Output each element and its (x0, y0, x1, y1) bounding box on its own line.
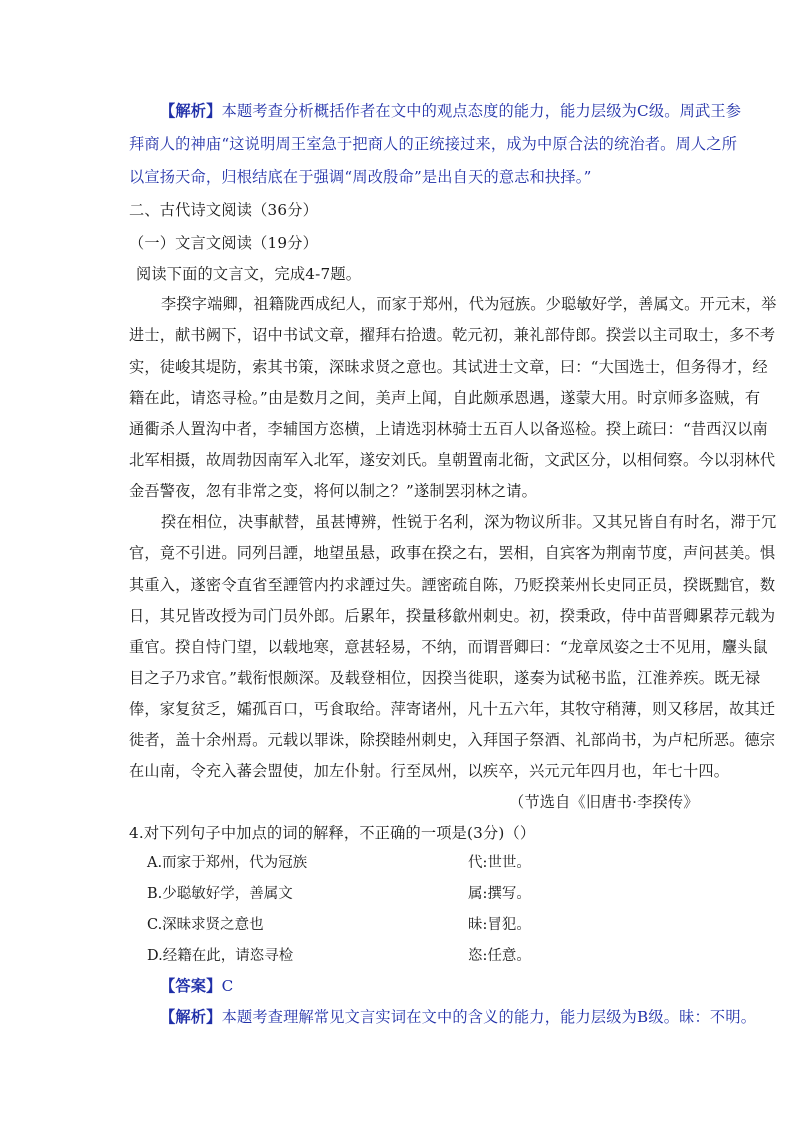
passage-line: 其重入，遂密令直省至諲管内扚求諲过失。諲密疏自陈，乃贬揆莱州长史同正员，揆既黜官，数 (129, 576, 776, 594)
subsection-title: （一）文言文阅读（19分） (129, 234, 318, 252)
option-b-gloss: 属:撰写。 (468, 886, 531, 902)
passage-line: 进士，献书阙下，诏中书试文章，擢拜右拾遗。乾元初，兼礼部侍郎。揆尝以主司取士，多不考 (129, 326, 776, 344)
analysis-text: 本题考查理解常见文言实词在文中的含义的能力，能力层级为B级。昧：不明。 (221, 1008, 757, 1026)
analysis-tag: 【解析】 (160, 102, 222, 120)
passage-source: （节选自《旧唐书·李揆传》 (509, 793, 699, 811)
question-stem: 4.对下列句子中加点的词的解释，不正确的一项是(3分)（） (129, 824, 536, 842)
option-d-gloss: 恣:任意。 (468, 948, 531, 964)
analysis-line-1 (160, 101, 741, 121)
option-d-sentence: D.经籍在此，请恣寻检 (147, 948, 294, 964)
option-a-sentence: A.而家于郑州，代为冠族 (147, 855, 308, 871)
analysis-line-2: 拜商人的神庙“这说明周王室急于把商人的正统接过来，成为中原合法的统治者。周人之所 (129, 135, 738, 153)
passage-line: 目之子乃求官。”载衔恨颇深。及载登相位，因揆当徙职，遂奏为试秘书监，江淮养疾。既无禄 (129, 669, 761, 687)
passage-line: 通衢杀人置沟中者，李辅国方恣横，上请选羽林骑士五百人以备巡检。揆上疏曰：“昔西汉以南 (129, 420, 768, 438)
option-a-gloss: 代:世世。 (468, 855, 531, 871)
passage-line: 俸，家复贫乏，孀孤百口，丐食取给。萍寄诸州，凡十五六年，其牧守稍薄，则又移居，故其迁 (129, 700, 776, 718)
answer-line (160, 976, 233, 996)
instruction: 阅读下面的文言文，完成4-7题。 (136, 265, 362, 283)
passage-line: 日，其兄皆改授为司门员外郎。后累年，揆量移歙州刺史。初，揆秉政，侍中苗晋卿累荐元载为 (129, 607, 776, 625)
passage-line: 实，徒峻其堤防，索其书策，深昧求贤之意也。其试进士文章，曰：“大国选士，但务得才，经 (129, 358, 768, 376)
passage-line: 揆在相位，决事献替，虽甚博辨，性锐于名利，深为物议所非。又其兄皆自有时名，滞于冗 (161, 513, 777, 531)
passage-line: 在山南，令充入蕃会盟使，加左仆射。行至凤州，以疾卒，兴元元年四月也，年七十四。 (129, 762, 730, 780)
passage-line: 李揆字端卿，祖籍陇西成纪人，而家于郑州，代为冠族。少聪敏好学，善属文。开元末，举 (161, 295, 777, 313)
analysis-2-line (160, 1007, 756, 1027)
passage-line: 徙者，盖十余州焉。元载以罪诛，除揆睦州刺史，入拜国子祭酒、礼部尚书，为卢杞所恶。德宗 (129, 731, 776, 749)
analysis-text: 本题考查分析概括作者在文中的观点态度的能力，能力层级为C级。周武王参 (221, 102, 742, 120)
option-b-sentence: B.少聪敏好学，善属文 (147, 886, 293, 902)
option-c-sentence: C.深昧求贤之意也 (147, 917, 264, 933)
passage-line: 籍在此，请恣寻检。”由是数月之间，美声上闻，自此颇承恩遇，遂蒙大用。时京师多盗贼，有 (129, 389, 761, 407)
section-title: 二、古代诗文阅读（36分） (129, 201, 318, 219)
passage-line: 重官。揆自恃门望，以载地寒，意甚轻易，不纳，而谓晋卿曰：“龙章凤姿之士不见用，麞头鼠 (129, 638, 768, 656)
answer-value: C (221, 977, 234, 995)
answer-tag: 【答案】 (160, 977, 222, 995)
option-c-gloss: 昧:冒犯。 (468, 917, 531, 933)
analysis-tag: 【解析】 (160, 1008, 222, 1026)
analysis-line-3: 以宣扬天命，归根结底在于强调“周改殷命”是出自天的意志和抉择。” (129, 168, 592, 186)
passage-line: 金吾警夜，忽有非常之变，将何以制之？”遂制罢羽林之请。 (129, 482, 538, 500)
passage-line: 官，竟不引进。同列吕諲，地望虽悬，政事在揆之右，罢相，自宾客为荆南节度，声问甚美。惧 (129, 544, 776, 562)
passage-line: 北军相摄，故周勃因南军入北军，遂安刘氏。皇朝置南北衙，文武区分，以相伺察。今以羽林代 (129, 451, 776, 469)
